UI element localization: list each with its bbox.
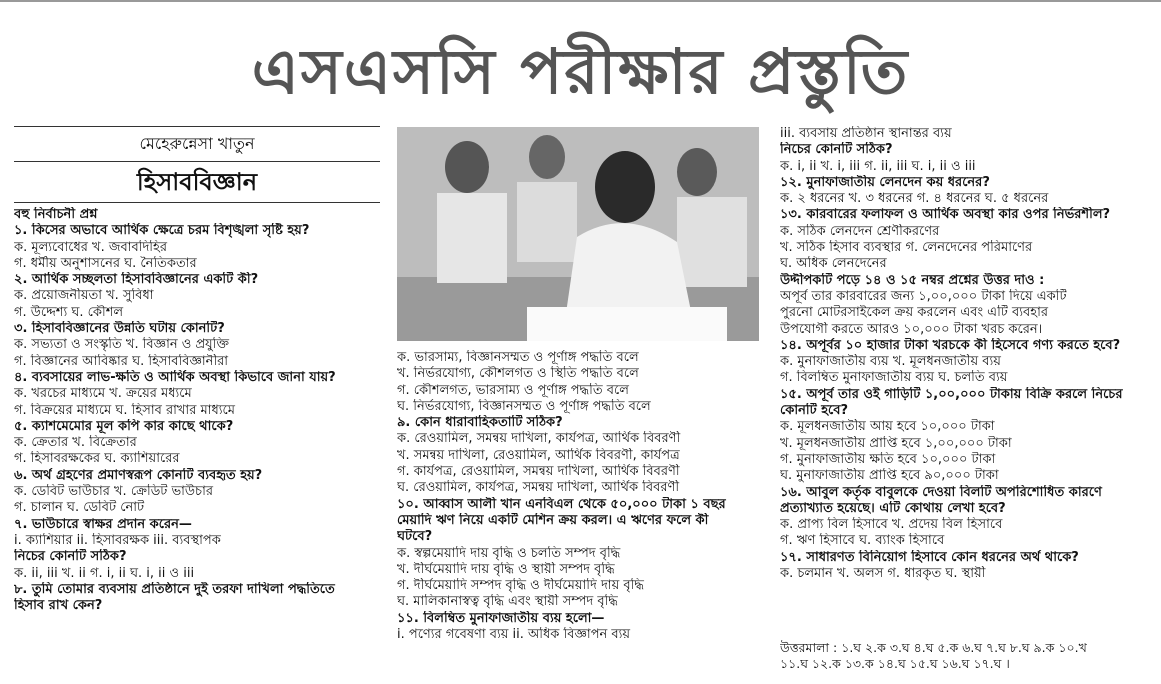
question-text: ৫. ক্যাশমেমোর মূল কপি কার কাছে থাকে? bbox=[14, 418, 234, 434]
option-text: ক. ii, iii খ. ii গ. i, ii ঘ. i, ii ও iii bbox=[14, 565, 195, 581]
option-text: উপযোগী করতে আরও ১০,০০০ টাকা খরচ করেন। bbox=[780, 321, 1043, 337]
option-text: ক. ২ ধরনের খ. ৩ ধরনের গ. ৪ ধরনের ঘ. ৫ ধরনের bbox=[780, 191, 1049, 207]
question-list bbox=[14, 223, 380, 614]
question-text: ৬. অর্থ গ্রহণের প্রমাণস্বরূপ কোনটি ব্যবহৃত হয়? bbox=[14, 467, 263, 483]
option-text: ক. খরচের মাধ্যমে খ. ক্রয়ের মধ্যমে bbox=[14, 386, 192, 402]
option-text: গ. বিলম্বিত মুনাফাজাতীয় ব্যয় ঘ. চলতি ব্যয় bbox=[780, 370, 1008, 386]
question-text: ১৩. কারবারের ফলাফল ও আর্থিক অবস্থা কার ওপর নির্ভরশীল? bbox=[780, 207, 1111, 223]
question-text: ৭. ভাউচারে স্বাক্ষর প্রদান করেন— bbox=[14, 516, 192, 532]
question-text: ৯. কোন ধারাবাহিকতাটি সঠিক? bbox=[397, 415, 563, 431]
answer-key-line: উত্তরমালা : ১.ঘ ২.ক ৩.ঘ ৪.ঘ ৫.ক ৬.ঘ ৭.ঘ ৮.ঘ ৯.ক ১০.খ bbox=[780, 640, 1087, 655]
option-text: ঘ. মালিকানাস্বত্ব বৃদ্ধি এবং স্থায়ী সম্পদ বৃদ্ধি bbox=[397, 594, 618, 610]
page-title: এসএসসি পরীক্ষার প্রস্তুতি bbox=[251, 35, 910, 108]
option-text: ক. ভারসাম্য, বিজ্ঞানসম্মত ও পূর্ণাঙ্গ পদ্ধতি বলে bbox=[397, 350, 639, 365]
option-text: ক. স্বল্পমেয়াদি দায় বৃদ্ধি ও চলতি সম্পদ বৃদ্ধি bbox=[397, 545, 621, 561]
option-text: খ. সঠিক হিসাব ব্যবস্থার গ. লেনদেনের পরিমাণের bbox=[780, 240, 1033, 256]
option-text: গ. বিক্রয়ের মাধ্যমে ঘ. হিসাব রাখার মাধ্যমে bbox=[14, 402, 235, 418]
question-text: ৮. তুমি তোমার ব্যবসায় প্রতিষ্ঠানে দুই তরফা দাখিলা পদ্ধতিতে bbox=[14, 581, 335, 597]
option-text: খ. নির্ভরযোগ্য, কৌশলগত ও স্থিতি পদ্ধতি বলে bbox=[397, 366, 639, 382]
answer-key bbox=[780, 640, 1152, 673]
question-text: উদ্দীপকটি পড়ে ১৪ ও ১৫ নম্বর প্রশ্নের উত্তর দাও : bbox=[780, 272, 1045, 288]
option-text: ঘ. রেওয়ামিল, কার্যপত্র, সমন্বয় দাখিলা, আর্থিক বিবরণী bbox=[397, 480, 680, 496]
question-text: প্রত্যাখ্যাত হয়েছে। এটি কোথায় লেখা হবে? bbox=[780, 500, 1006, 516]
question-text: ১২. মুনাফাজাতীয় লেনদেন কয় ধরনের? bbox=[780, 174, 990, 190]
option-text: ক. ক্রেতার খ. বিক্রেতার bbox=[14, 435, 137, 451]
option-text: খ. দীর্ঘমেয়াদি দায় বৃদ্ধি ও স্থায়ী সম্পদ বৃদ্ধি bbox=[397, 561, 615, 577]
option-text: ক. প্রয়োজনীয়তা খ. সুবিধা bbox=[14, 288, 154, 304]
divider bbox=[14, 202, 380, 203]
question-text: মেয়াদি ঋণ নিয়ে একটি মেশিন ক্রয় করল। এ ঋণের ফলে কী bbox=[397, 512, 709, 528]
option-text: ক. i, ii খ. i, iii গ. ii, iii ঘ. i, ii ও iii bbox=[780, 158, 976, 174]
question-text: ঘটবে? bbox=[397, 529, 433, 545]
option-text: ক. ডেবিট ভাউচার খ. ক্রেডিট ভাউচার bbox=[14, 484, 213, 500]
option-text: গ. ঋণ হিসাবে ঘ. ব্যাংক হিসাবে bbox=[780, 533, 945, 549]
option-text: ক. সঠিক লেনদেন শ্রেণীকরণের bbox=[780, 223, 940, 239]
question-text: ২. আর্থিক সচ্ছলতা হিসাববিজ্ঞানের একটি কী? bbox=[14, 272, 259, 288]
option-text: ঘ. অধিক লেনদেনের bbox=[780, 256, 887, 272]
column-middle bbox=[397, 350, 763, 643]
option-text: ঘ. মুনাফাজাতীয় প্রাপ্তি হবে ৯০,০০০ টাকা bbox=[780, 468, 999, 484]
question-text: ১. কিসের অভাবে আর্থিক ক্ষেত্রে চরম বিশৃঙ্খলা সৃষ্টি হয়? bbox=[14, 223, 310, 239]
option-text: ক. মূলধনজাতীয় আয় হবে ১০,০০০ টাকা bbox=[780, 419, 995, 435]
option-text: i. পণ্যের গবেষণা ব্যয় ii. অধিক বিজ্ঞাপন ব্যয় bbox=[397, 627, 631, 643]
option-text: গ. চালান ঘ. ডেবিট নোট bbox=[14, 500, 145, 516]
question-text: নিচের কোনটি সঠিক? bbox=[780, 142, 893, 158]
answer-key-line: ১১.ঘ ১২.ক ১৩.ক ১৪.ঘ ১৫.ঘ ১৬.ঘ ১৭.ঘ । bbox=[780, 656, 1010, 672]
option-text: iii. ব্যবসায় প্রতিষ্ঠান স্থানান্তর ব্যয় bbox=[780, 126, 952, 141]
option-text: অপূর্ব তার কারবারের জন্য ১,০০,০০০ টাকা দিয়ে একটি bbox=[780, 288, 1067, 304]
column-right bbox=[780, 126, 1152, 582]
question-text: ১৬. আবুল কর্তৃক বাবুলকে দেওয়া বিলটি অপরিশোধিত কারণে bbox=[780, 484, 1102, 500]
option-text: গ. কার্যপত্র, রেওয়ামিল, সমন্বয় দাখিলা, আর্থিক বিবরণী bbox=[397, 464, 680, 480]
question-text: ৪. ব্যবসায়ের লাভ-ক্ষতি ও আর্থিক অবস্থা কিভাবে জানা যায়? bbox=[14, 369, 336, 385]
question-text: ৩. হিসাববিজ্ঞানের উন্নতি ঘটায় কোনটি? bbox=[14, 321, 225, 337]
option-text: ক. মুনাফাজাতীয় ব্যয় খ. মূলধনজাতীয় ব্যয় bbox=[780, 354, 1001, 370]
option-text: গ. বিজ্ঞানের আবিষ্কার ঘ. হিসাববিজ্ঞানীরা bbox=[14, 353, 229, 369]
option-text: ক. চলমান খ. অলস গ. ধারকৃত ঘ. স্থায়ী bbox=[780, 566, 986, 582]
exam-photo bbox=[397, 127, 759, 341]
question-text: ১০. আব্বাস আলী খান এনবিএল থেকে ৫০,০০০ টাকা ১ বছর bbox=[397, 496, 726, 512]
option-text: ক. সভ্যতা ও সংস্কৃতি খ. বিজ্ঞান ও প্রযুক্তি bbox=[14, 337, 230, 353]
option-text: গ. উদ্দেশ্য ঘ. কৌশল bbox=[14, 304, 124, 320]
top-rule bbox=[0, 0, 1161, 2]
question-text: কোনটি হবে? bbox=[780, 403, 849, 419]
subject-heading: হিসাববিজ্ঞান bbox=[136, 168, 258, 196]
question-text: ১১. বিলম্বিত মুনাফাজাতীয় ব্যয় হলো— bbox=[397, 610, 605, 626]
question-text: ১৫. অপূর্ব তার ওই গাড়িটি ১,০০,০০০ টাকায় বিক্রি করলে নিচের bbox=[780, 386, 1123, 402]
author-name: মেহেরুন্নেসা খাতুন bbox=[139, 134, 255, 153]
option-text: খ. সমন্বয় দাখিলা, রেওয়ামিল, আর্থিক বিবরণী, কার্যপত্র bbox=[397, 447, 680, 463]
option-text: গ. হিসাবরক্ষকের ঘ. ক্যাশিয়ারের bbox=[14, 451, 180, 467]
option-text: পুরনো মোটরসাইকেল ক্রয় করলেন এবং এটি ব্যবহার bbox=[780, 305, 1048, 321]
question-text: হিসাব রাখ কেন? bbox=[14, 598, 103, 614]
column-left bbox=[14, 126, 380, 614]
option-text: i. ক্যাশিয়ার ii. হিসাবরক্ষক iii. ব্যবস্থাপক bbox=[14, 532, 221, 548]
option-text: গ. মুনাফাজাতীয় ক্ষতি হবে ১০,০০০ টাকা bbox=[780, 451, 996, 467]
option-text: ঘ. নির্ভরযোগ্য, বিজ্ঞানসম্মত ও পূর্ণাঙ্গ পদ্ধতি বলে bbox=[397, 398, 651, 414]
option-text: খ. মূলধনজাতীয় প্রাপ্তি হবে ১,০০,০০০ টাকা bbox=[780, 435, 1012, 451]
question-text: ১৪. অপূর্বর ১০ হাজার টাকা খরচকে কী হিসেবে গণ্য করতে হবে? bbox=[780, 337, 1121, 353]
section-heading: বহু নির্বাচনী প্রশ্ন bbox=[14, 207, 98, 222]
question-text: ১৭. সাধারণত বিনিয়োগ হিসাবে কোন ধরনের অর্থ থাকে? bbox=[780, 549, 1079, 565]
option-text: ক. মূল্যবোধের খ. জবাবদিহির bbox=[14, 239, 167, 255]
option-text: ক. রেওয়ামিল, সমন্বয় দাখিলা, কার্যপত্র, আর্থিক বিবরণী bbox=[397, 431, 681, 447]
question-text: নিচের কোনটি সঠিক? bbox=[14, 549, 127, 565]
option-text: ক. প্রাপ্য বিল হিসাবে খ. প্রদেয় বিল হিসাবে bbox=[780, 517, 1003, 533]
option-text: গ. দীর্ঘমেয়াদি সম্পদ বৃদ্ধি ও দীর্ঘমেয়াদি দায় বৃদ্ধি bbox=[397, 578, 644, 594]
option-text: গ. ধর্মীয় অনুশাসনের ঘ. নৈতিকতার bbox=[14, 255, 197, 271]
option-text: গ. কৌশলগত, ভারসাম্য ও পূর্ণাঙ্গ পদ্ধতি বলে bbox=[397, 382, 629, 398]
